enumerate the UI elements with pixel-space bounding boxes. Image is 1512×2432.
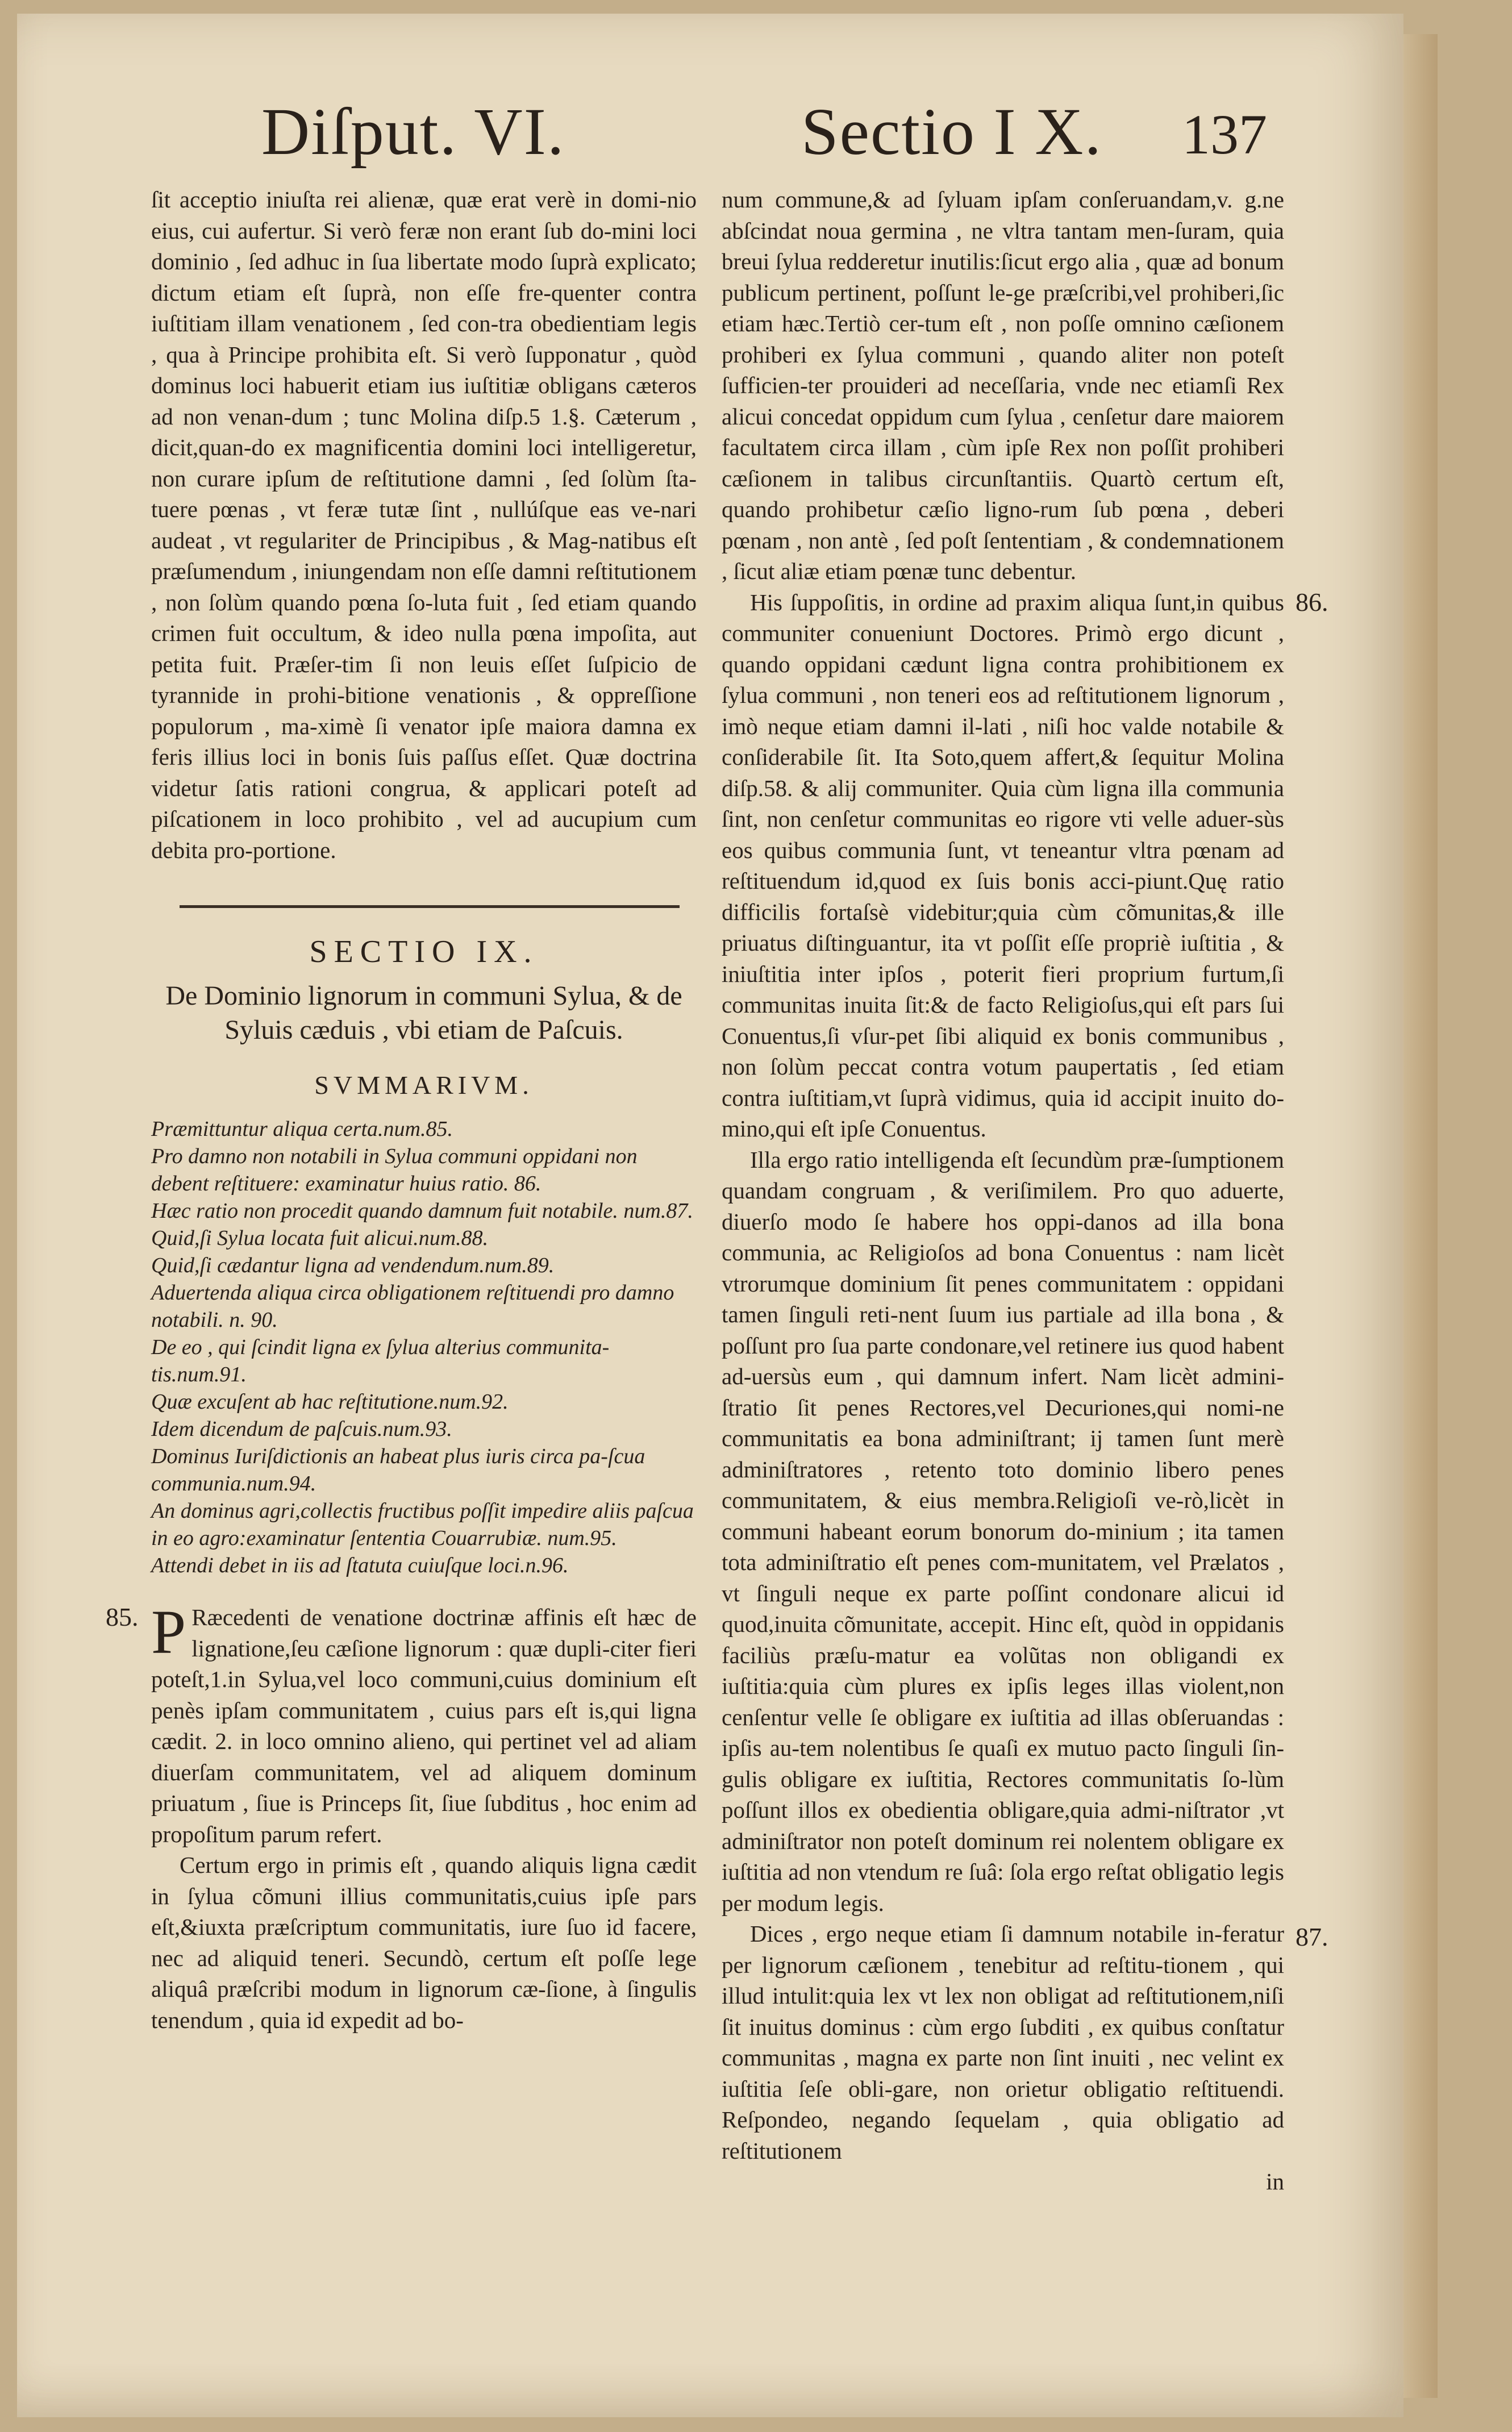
- left-top-paragraph: ſit acceptio iniuſta rei alienæ, quæ erat verè in domi-nio eius, cui aufertur. Si verò feræ non erant ſub do-mini loci dominio , ſed adhuc in ſua libertate modo ſuprà explicato; dictum etiam eſt ſuprà, non eſſe fre-quenter contra iuſtitiam illam venationem , ſed con-tra obedientiam legis , qua à Principe prohibita eſt. Si verò ſupponatur , quòd dominus loci habuerit etiam ius iuſtitiæ obligans cæteros ad non venan-dum ; tunc Molina diſp.5 1.§. Cæterum , dicit,quan-do ex magnificentia domini loci intelligeretur, non curare ipſum de reſtitutione damni , ſed ſolùm ſta-tuere pœnas , vt feræ tutæ ſint , nullúſque eas ve-nari audeat , vt regulariter de Principibus , & Mag-natibus eſt præſumendum , iniungendam non eſſe damni reſtitutionem , non ſolùm quando pœna ſo-luta fuit , ſed etiam quando crimen fuit occultum, & ideo nulla pœna impoſita, aut petita fuit. Præſer-tim ſi non leuis eſſet ſuſpicio de tyrannide in prohi-bitione venationis , & oppreſſione populorum , ma-ximè ſi venator ipſe maiora damna ex feris illius loci in bonis ſuis paſſus eſſet. Quæ doctrina videtur ſatis rationi congrua, & applicari poteſt ad piſcationem in loco prohibito , vel ad aucupium cum debita pro-portione.: [151, 186, 697, 863]
- section-title: SECTIO IX.: [309, 934, 539, 969]
- paragraph-85: [106, 1597, 697, 1850]
- right-column: [722, 184, 1328, 2197]
- summarium-list: [151, 1115, 697, 1579]
- summarium-item: Aduertenda aliqua circa obligationem reſtituendi pro damno notabili. n. 90.: [151, 1281, 674, 1332]
- margin-number-85: 85.: [106, 1602, 139, 1631]
- page-number: 137: [1182, 103, 1267, 166]
- summarium-item: Dominus Iuriſdictionis an habeat plus iuris circa pa-ſcua communia.num.94.: [151, 1444, 645, 1496]
- paragraph-86-text: His ſuppoſitis, in ordine ad praxim aliqua ſunt,in quibus communiter conueniunt Doctores. Primò ergo dicunt , quando oppidani cædunt ligna contra prohibitionem ex ſylua communi , non teneri eos ad reſtitutionem lignorum , imò neque etiam damni il-lati , niſi hoc valde notabile & conſiderabile ſit. Ita Soto,quem affert,& ſequitur Molina diſp.58. & alij communiter. Quia cùm ligna illa communia ſint, non cenſetur communitas eo rigore vti velle aduer-sùs eos quibus communia ſunt, vt teneantur vltra pœnam ad reſtituendum id,quod ex ſuis bonis acci-piunt.Quę ratio difficilis fortaſsè videbitur;quia cùm cõmunitas,& ille priuatus diſtinguantur, ita vt poſſit eſſe propriè iuſtitia , & iniuſtitia inter ipſos , poterit fieri proprium furtum,ſi communitas inuita ſit:& de facto Religioſus,qui eſt pars ſui Conuentus,ſi vſur-pet ſibi aliquid ex bonis communibus , non ſolùm peccat contra votum paupertatis , ſed etiam contra iuſtitiam,vt ſuprà vidimus, quia id accipit inuito do-mino,qui eſt ipſe Conuentus.: [722, 589, 1284, 1142]
- summarium-item: Pro damno non notabili in Sylua communi oppidani non debent reſtituere: examinatur huius ratio. 86.: [151, 1144, 638, 1196]
- summarium-item: Attendi debet in iis ad ſtatuta cuiuſque loci.n.96.: [151, 1554, 569, 1577]
- paragraph-87: [722, 1918, 1328, 2166]
- summarium-item: Præmittuntur aliqua certa.num.85.: [151, 1117, 453, 1141]
- header-disputation: Diſput. VI.: [261, 94, 565, 169]
- paragraph-85-text: Ræcedenti de venatione doctrinæ affinis eſt hæc de lignatione,ſeu cæſione lignorum : quæ dupli-citer fieri poteſt,1.in Sylua,vel loco communi,cuius dominium eſt penès ipſam communitatem , cuius pars eſt is,qui ligna cædit. 2. in loco omnino alieno, qui pertinet vel ad aliam diuerſam communitatem, vel ad aliquem dominum priuatum , ſiue is Princeps ſit, ſiue ſubditus , hoc enim ad propoſitum parum refert.: [151, 1604, 697, 1847]
- page-edge: [1403, 34, 1438, 2398]
- summarium-item: An dominus agri,collectis fructibus poſſit impedire aliis paſcua in eo agro:examinatur ſententia Couarrubiæ. num.95.: [151, 1499, 694, 1550]
- section-heading: De Dominio lignorum in communi Sylua, & de Syluis cæduis , vbi etiam de Paſcuis.: [165, 980, 682, 1045]
- running-header: [17, 88, 1403, 184]
- header-section: Sectio I X.: [801, 94, 1102, 169]
- summarium-item: Quid,ſi cædantur ligna ad vendendum.num.89.: [151, 1254, 555, 1277]
- left-column: [106, 184, 697, 2035]
- drop-capital: P: [151, 1597, 186, 1667]
- section-divider: [180, 905, 680, 908]
- paragraph-illa: Illa ergo ratio intelligenda eſt ſecundùm præ-ſumptionem quandam congruam , & veriſimilem. Pro quo aduerte, diuerſo modo ſe habere hos oppi-danos ad illa bona communia, ac Religioſos ad bona Conuentus : nam licèt vtrorumque dominium ſit penes communitatem : oppidani tamen ſinguli reti-nent ſuum ius partiale ad illa bona , & poſſunt pro ſua parte condonare,vel retinere ius quod habent ad-uersùs eum , qui damnum infert. Nam licèt admini-ſtratio ſit penes Rectores,vel Decuriones,qui nomi-ne communitatis ea bona adminiſtrant; ij tamen ſunt merè adminiſtratores , retento toto dominio libero penes communitatem, & eius membra.Religioſi ve-rò,licèt in communi habeant eorum bonorum do-minium ; ita tamen tota adminiſtratio eſt penes com-munitatem, vel Prælatos , vt ſinguli neque ex parte poſſint condonare alicui id quod,inuita cõmunitate, accepit. Hinc eſt, quòd in oppidanis faciliùs præſu-matur ea volũtas non obligandi ex iuſtitia:quia cùm plures ex ipſis leges illas violent,non cenſentur velle ſe obligare ex iuſtitia ad illas obſeruandas : ipſis au-tem nolentibus ſe quaſi ex mutuo pacto ſinguli ſin-gulis obligare ex iuſtitia, Rectores communitatis ſo-lùm poſſunt illos ex obedientia obligare,quia admi-niſtrator ,vt adminiſtrator non poteſt dominum rei nolentem obligare ex iuſtitia ad non vtendum re ſuâ: ſola ergo reſtat obligatio legis per modum legis.: [722, 1146, 1284, 1916]
- margin-number-86: 86.: [1296, 587, 1328, 617]
- summarium-item: Idem dicendum de paſcuis.num.93.: [151, 1417, 452, 1441]
- paragraph-certum: Certum ergo in primis eſt , quando aliquis ligna cædit in ſylua cõmuni illius communitatis,cuius ipſe pars eſt,&iuxta præſcriptum communitatis, iure ſuo id facere, nec ad aliquid teneri. Secundò, certum eſt poſſe lege aliquâ præſcribi modum in lignorum cæ-ſione, à ſingulis tenendum , quia id expedit ad bo-: [151, 1852, 697, 2033]
- summarium-item: De eo , qui ſcindit ligna ex ſylua alterius communita-tis.num.91.: [151, 1335, 610, 1386]
- summarium-item: Quæ excuſent ab hac reſtitutione.num.92.: [151, 1390, 509, 1414]
- margin-number-87: 87.: [1296, 1922, 1328, 1951]
- summarium-item: Quid,ſi Sylua locata fuit alicui.num.88.: [151, 1226, 489, 1250]
- paragraph-86: [722, 587, 1328, 1144]
- paragraph-87-text: Dices , ergo neque etiam ſi damnum notabile in-feratur per lignorum cæſionem , tenebitur ad reſtitu-tionem , qui illud intulit:quia lex vt lex non obligat ad reſtitutionem,niſi ſit inuitus dominus : cùm ergo ſubditi , ex quibus conſtatur communitas , magna ex parte non ſint inuiti , nec velint ex iuſtitia ſeſe obli-gare, non orietur obligatio reſtituendi. Reſpondeo, negando ſequelam , quia obligatio ad reſtitutionem: [722, 1921, 1284, 2164]
- summarium-item: Hæc ratio non procedit quando damnum fuit notabile. num.87.: [151, 1199, 693, 1223]
- catchword: in: [1266, 2168, 1284, 2194]
- book-page: [17, 14, 1403, 2417]
- right-top-paragraph: num commune,& ad ſyluam ipſam conſeruandam,v. g.ne abſcindat noua germina , ne vltra tantam men-ſuram, quia breui ſylua redderetur inutilis:ſicut ergo alia , quæ ad bonum publicum pertinent, poſſunt le-ge præſcribi,vel prohiberi,ſic etiam hæc.Tertiò cer-tum eſt , non poſſe omnino cæſionem prohiberi ex ſylua communi , quando aliter non poteſt ſufficien-ter prouideri ad neceſſaria, vnde nec etiamſi Rex alicui concedat oppidum cum ſylua , cenſetur dare maiorem facultatem circa illam , cùm ipſe Rex non poſſit prohiberi cæſionem in talibus circunſtantiis. Quartò certum eſt, quando prohibetur cæſio ligno-rum ſub pœna , deberi pœnam , non antè , ſed poſt ſententiam , & condemnationem , ſicut aliæ etiam pœnæ tunc debentur.: [722, 186, 1284, 584]
- summarium-heading: SVMMARIVM.: [314, 1070, 534, 1100]
